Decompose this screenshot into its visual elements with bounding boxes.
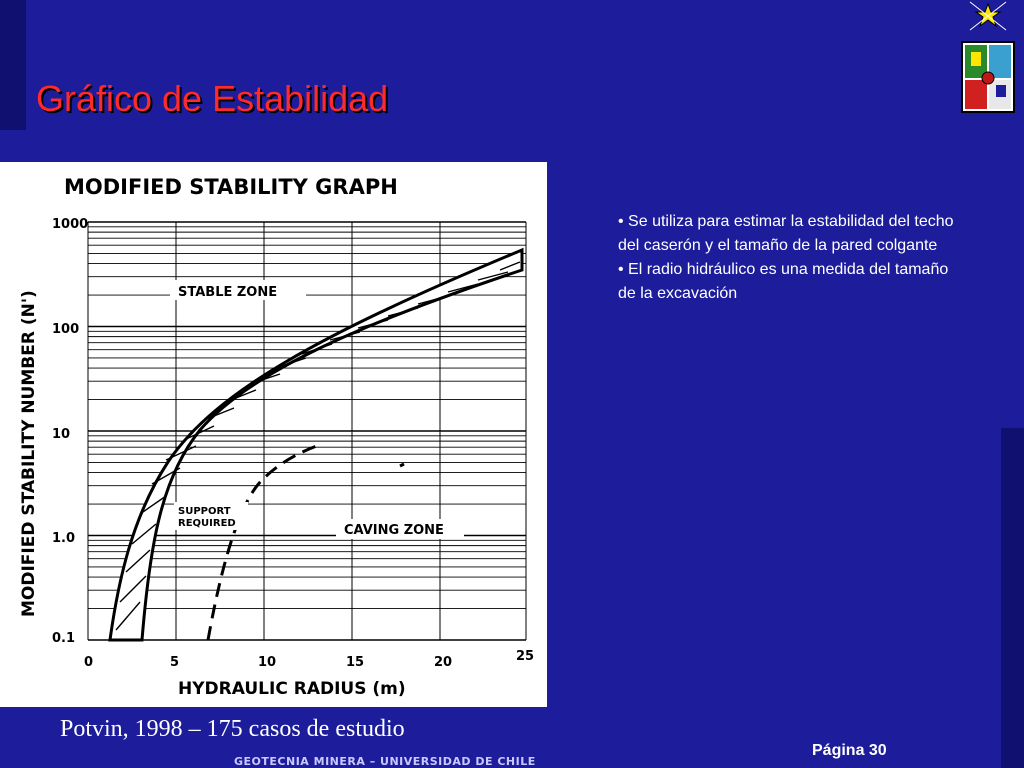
figure-heading: MODIFIED STABILITY GRAPH [64,175,398,199]
x-tick-label: 15 [346,655,365,670]
x-tick-label: 20 [434,655,453,670]
band-hatching [116,262,520,630]
x-tick-label: 5 [170,655,180,670]
footer-text: GEOTECNIA MINERA – UNIVERSIDAD DE CHILE [234,755,536,768]
stability-graph [0,162,547,707]
x-tick-label: 25 [516,649,535,664]
y-tick-labels [52,217,88,646]
x-tick-label: 0 [84,655,94,670]
figure-caption: Potvin, 1998 – 175 casos de estudio [60,716,405,742]
slide-title: Gráfico de Estabilidad [36,78,389,119]
stability-graph-figure [0,162,547,707]
transition-zone-band [110,250,522,640]
y-tick-label: 1.0 [52,531,76,546]
support-label-line1: SUPPORT [178,506,231,517]
caving-zone-label: CAVING ZONE [344,523,444,538]
support-label-line2: REQUIRED [178,518,236,529]
x-axis-label: HYDRAULIC RADIUS (m) [178,679,406,699]
stable-zone-label: STABLE ZONE [178,285,278,300]
bullet-list [618,210,958,306]
university-coat-of-arms-icon [958,0,1018,116]
x-tick-labels [84,649,534,670]
x-tick-label: 10 [258,655,277,670]
caving-boundary-mark [400,464,404,466]
right-accent-bar [1001,428,1024,768]
y-axis-label: MODIFIED STABILITY NUMBER (N') [19,290,39,617]
y-tick-label: 100 [52,322,80,337]
y-tick-label: 10 [52,427,71,442]
bullet-item: • Se utiliza para estimar la estabilidad del techo del caserón y el tamaño de la pared colgante [618,213,954,254]
caving-boundary-curve [208,444,322,640]
left-accent-bar [0,0,26,130]
y-tick-label: 1000 [52,217,89,232]
y-tick-label: 0.1 [52,631,76,646]
page-number: Página 30 [812,742,887,759]
bullet-item: • El radio hidráulico es una medida del tamaño de la excavación [618,261,949,302]
